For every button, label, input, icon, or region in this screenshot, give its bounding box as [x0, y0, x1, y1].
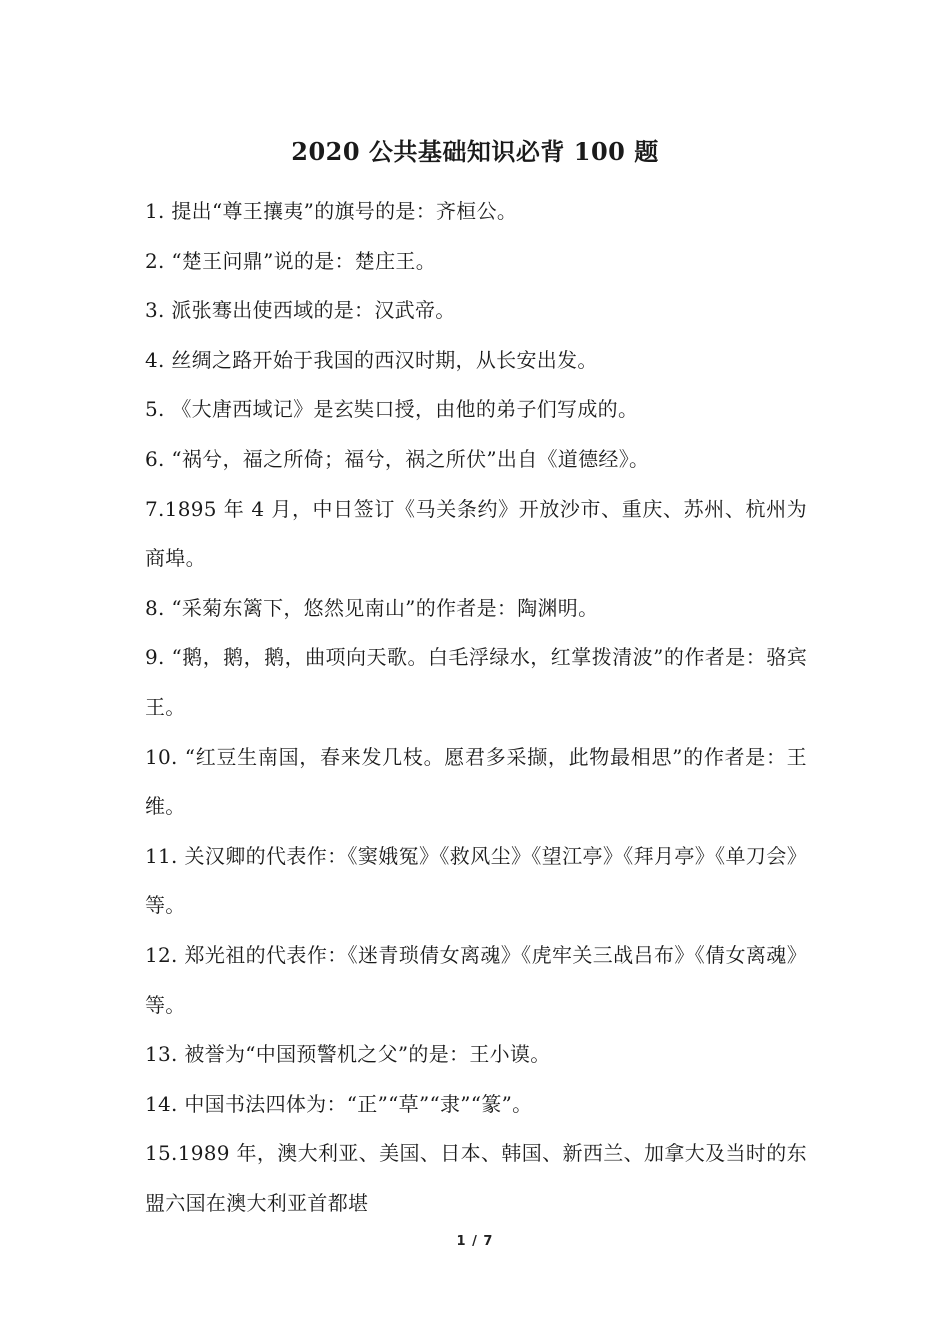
- list-item: 8. “采菊东篱下，悠然见南山”的作者是：陶渊明。: [145, 595, 599, 620]
- list-item: 7.1895 年 4 月，中日签订《马关条约》开放沙市、重庆、苏州、杭州为商埠。: [145, 496, 807, 571]
- list-item: 6. “祸兮，福之所倚；福兮，祸之所伏”出自《道德经》。: [145, 446, 650, 471]
- list-item: 2. “楚王问鼎”说的是：楚庄王。: [145, 248, 436, 273]
- list-item: 5. 《大唐西域记》是玄奘口授，由他的弟子们写成的。: [145, 397, 639, 422]
- page-indicator: 1 / 7: [456, 1234, 494, 1249]
- list-item: 3. 派张骞出使西域的是：汉武帝。: [145, 298, 456, 323]
- list-item: 11. 关汉卿的代表作：《窦娥冤》《救风尘》《望江亭》《拜月亭》《单刀会》等。: [145, 843, 807, 918]
- list-item: 10. “红豆生南国，春来发几枝。愿君多采撷，此物最相思”的作者是：王维。: [145, 744, 807, 819]
- list-item: 13. 被誉为“中国预警机之父”的是：王小谟。: [145, 1042, 551, 1067]
- list-item: 4. 丝绸之路开始于我国的西汉时期，从长安出发。: [145, 347, 598, 372]
- document-title: 2020 公共基础知识必背 100 题: [291, 137, 659, 166]
- list-item: 14. 中国书法四体为：“正”“草”“隶”“篆”。: [145, 1091, 533, 1116]
- list-item: 1. 提出“尊王攘夷”的旗号的是：齐桓公。: [145, 199, 518, 223]
- list-item: 9. “鹅，鹅，鹅，曲项向天歌。白毛浮绿水，红掌拨清波”的作者是：骆宾王。: [145, 645, 807, 719]
- question-list: [145, 187, 807, 1228]
- list-item: 12. 郑光祖的代表作：《迷青琐倩女离魂》《虎牢关三战吕布》《倩女离魂》等。: [145, 942, 807, 1017]
- list-item: 15.1989 年，澳大利亚、美国、日本、韩国、新西兰、加拿大及当时的东盟六国在澳大利亚首都堪: [145, 1141, 807, 1215]
